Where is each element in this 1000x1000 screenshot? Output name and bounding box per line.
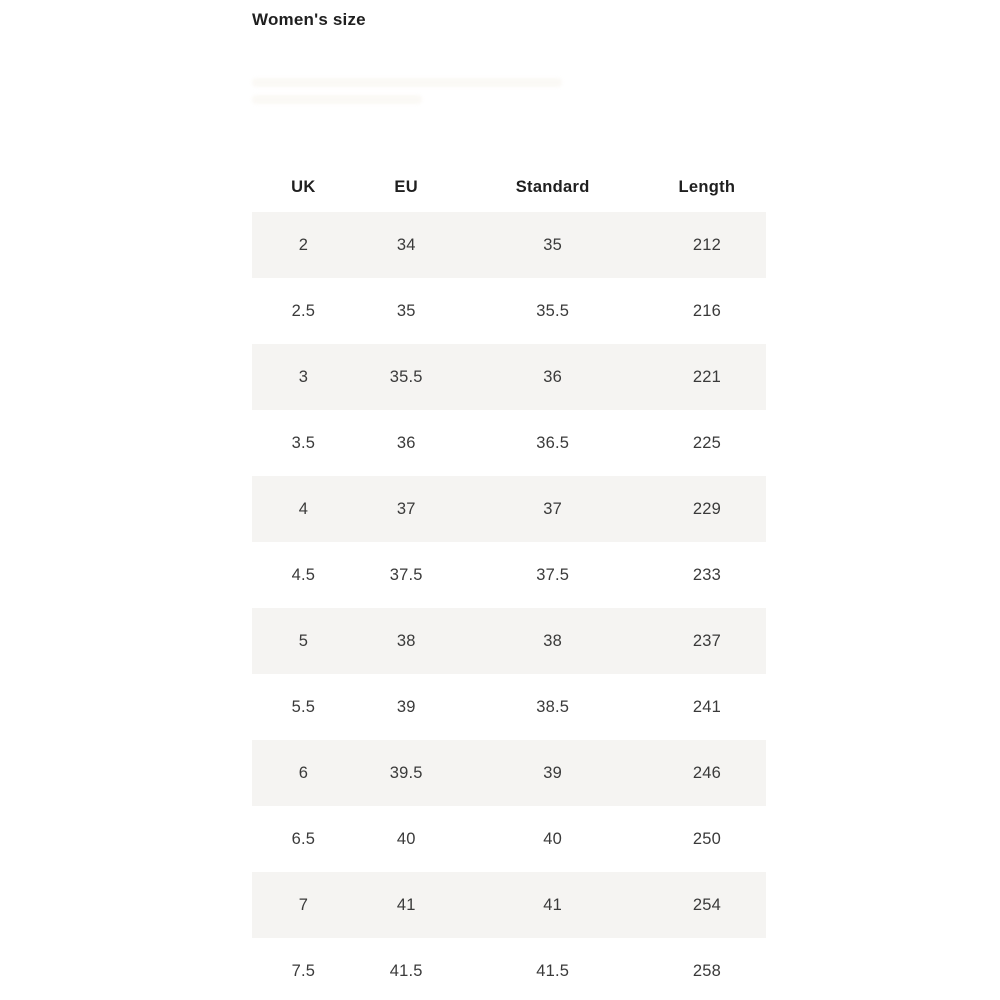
table-cell: 35: [543, 235, 563, 254]
table-cell: 250: [692, 829, 721, 848]
table-row: [252, 806, 766, 872]
table-row: [252, 674, 766, 740]
table-cell: 3.5: [291, 433, 316, 452]
table-cell: 35.5: [536, 301, 570, 320]
table-cell: 212: [692, 235, 721, 254]
table-cell: 38: [543, 631, 563, 650]
table-cell: 241: [692, 697, 721, 716]
column-header-length: Length: [678, 177, 736, 196]
table-cell: 37.5: [536, 565, 570, 584]
table-cell: 246: [692, 763, 721, 782]
table-cell: 7: [298, 895, 309, 914]
table-cell: 37.5: [389, 565, 423, 584]
table-row: [252, 938, 766, 1000]
table-cell: 37: [543, 499, 563, 518]
table-cell: 36: [396, 433, 416, 452]
column-header-standard: Standard: [515, 177, 590, 196]
table-cell: 38: [396, 631, 416, 650]
table-row: [252, 608, 766, 674]
table-cell: 41: [543, 895, 563, 914]
table-cell: 41.5: [536, 961, 570, 980]
faint-artifact-line: [252, 78, 562, 87]
table-cell: 39: [396, 697, 416, 716]
table-cell: 221: [692, 367, 721, 386]
table-header-row: [252, 162, 766, 212]
table-cell: 7.5: [291, 961, 316, 980]
table-row: [252, 740, 766, 806]
table-cell: 6: [298, 763, 309, 782]
table-cell: 41.5: [389, 961, 423, 980]
faint-render-artifact: [252, 78, 572, 106]
table-row: [252, 476, 766, 542]
faint-artifact-line: [252, 95, 422, 104]
table-cell: 216: [692, 301, 721, 320]
table-cell: 36: [543, 367, 563, 386]
table-cell: 5.5: [291, 697, 316, 716]
column-header-eu: EU: [394, 177, 418, 196]
table-cell: 6.5: [291, 829, 316, 848]
page-title: Women's size: [252, 10, 366, 29]
table-row: [252, 278, 766, 344]
table-cell: 39.5: [389, 763, 423, 782]
table-cell: 4.5: [291, 565, 316, 584]
table-row: [252, 410, 766, 476]
table-cell: 34: [396, 235, 416, 254]
table-cell: 35: [396, 301, 416, 320]
table-cell: 36.5: [536, 433, 570, 452]
size-conversion-table: [252, 162, 766, 1000]
table-cell: 225: [692, 433, 721, 452]
table-cell: 4: [298, 499, 309, 518]
table-row: [252, 872, 766, 938]
table-cell: 38.5: [536, 697, 570, 716]
table-cell: 35.5: [389, 367, 423, 386]
table-cell: 254: [692, 895, 721, 914]
table-row: [252, 212, 766, 278]
table-header: [252, 162, 766, 212]
table-cell: 3: [298, 367, 309, 386]
table-cell: 237: [692, 631, 721, 650]
column-header-uk: UK: [291, 177, 316, 196]
table-cell: 5: [298, 631, 309, 650]
table-cell: 233: [692, 565, 721, 584]
table-cell: 2.5: [291, 301, 316, 320]
table-body: [252, 212, 766, 1000]
table-cell: 258: [692, 961, 721, 980]
table-cell: 39: [543, 763, 563, 782]
table-cell: 229: [692, 499, 721, 518]
table-cell: 37: [396, 499, 416, 518]
table-cell: 40: [396, 829, 416, 848]
table-row: [252, 344, 766, 410]
table-cell: 2: [298, 235, 309, 254]
table-row: [252, 542, 766, 608]
table-cell: 40: [543, 829, 563, 848]
table-cell: 41: [396, 895, 416, 914]
